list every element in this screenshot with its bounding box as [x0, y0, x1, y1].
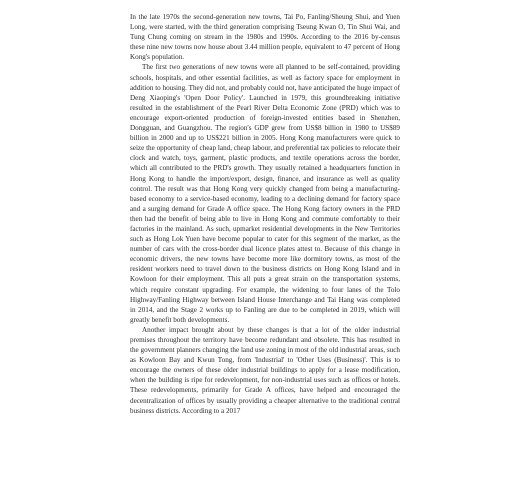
paragraph-new-towns: In the late 1970s the second-generation new towns, Tai Po, Fanling/Sheung Shui, and Yuen Long, were started, with the third generation comprising Tseung Kwan O, Tin Shui Wai, and Tung Chung coming on stream in the 1980s and 1990s. According to the 2016 by-census these nine new towns now house about 3.44 million people, equivalent to 47 percent of Hong Kong's population. — [130, 13, 400, 62]
paragraph-open-door-policy: The first two generations of new towns were all planned to be self-contained, providing schools, hospitals, and other essential facilities, as well as factory space for employment in addition to housing. They did not, and probably could not, have anticipated the huge impact of Deng Xiaoping's 'Open Door Policy'. Launched in 1979, this groundbreaking initiative resulted in the establishment of the Pearl River Delta Economic Zone (PRD) which was to encourage export-oriented production of foreign-invested entities based in Shenzhen, Dongguan, and Guangzhou. The region's GDP grew from US$8 billion in 1980 to US$89 billion in 2000 and up to US$221 billion in 2005. Hong Kong manufacturers were quick to seize the opportunity of cheap land, cheap labour, and preferential tax policies to relocate their clock and watch, toys, garment, plastic products, and textile operations across the border, which all contributed to the PRD's growth. They usually retained a headquarters function in Hong Kong to handle the import/export, design, finance, and insurance as well as quality control. The result was that Hong Kong very quickly changed from being a manufacturing-based economy to a service-based economy, leading to a declining demand for factory space and a surging demand for Grade A office space. The Hong Kong factory owners in the PRD then had the benefit of being able to live in Hong Kong and commute comfortably to their factories in the mainland. As such, upmarket residential developments in the New Territories such as Hong Lok Yuen have become popular to cater for this segment of the market, as the number of cars with the cross-border dual licence plates attest to. Because of this change in economic drivers, the new towns have become more like dormitory towns, as most of the resident workers need to travel down to the business districts on Hong Kong Island and in Kowloon for their employment. This all puts a great strain on the transportation systems, which require constant upgrading. For example, the widening to four lanes of the Tolo Highway/Fanling Highway between Island House Interchange and Tai Hang was completed in 2014, and the Stage 2 works up to Fanling are due to be completed in 2019, which will greatly benefit both developments. — [130, 63, 400, 324]
body-text — [130, 12, 400, 416]
paragraph-industrial-premises: Another impact brought about by these changes is that a lot of the older industrial premises throughout the territory have become redundant and obsolete. This has resulted in the government planners changing the land use zoning in most of the old industrial areas, such as Kowloon Bay and Kwun Tong, from 'Industrial' to 'Other Uses (Business)'. This is to encourage the owners of these older industrial buildings to apply for a lease modification, when the building is ripe for redevelopment, for non-industrial uses such as offices or hotels. These redevelopments, primarily for Grade A offices, have helped and encouraged the decentralization of offices by usually providing a cheaper alternative to the traditional central business districts. According to a 2017 — [130, 325, 400, 415]
